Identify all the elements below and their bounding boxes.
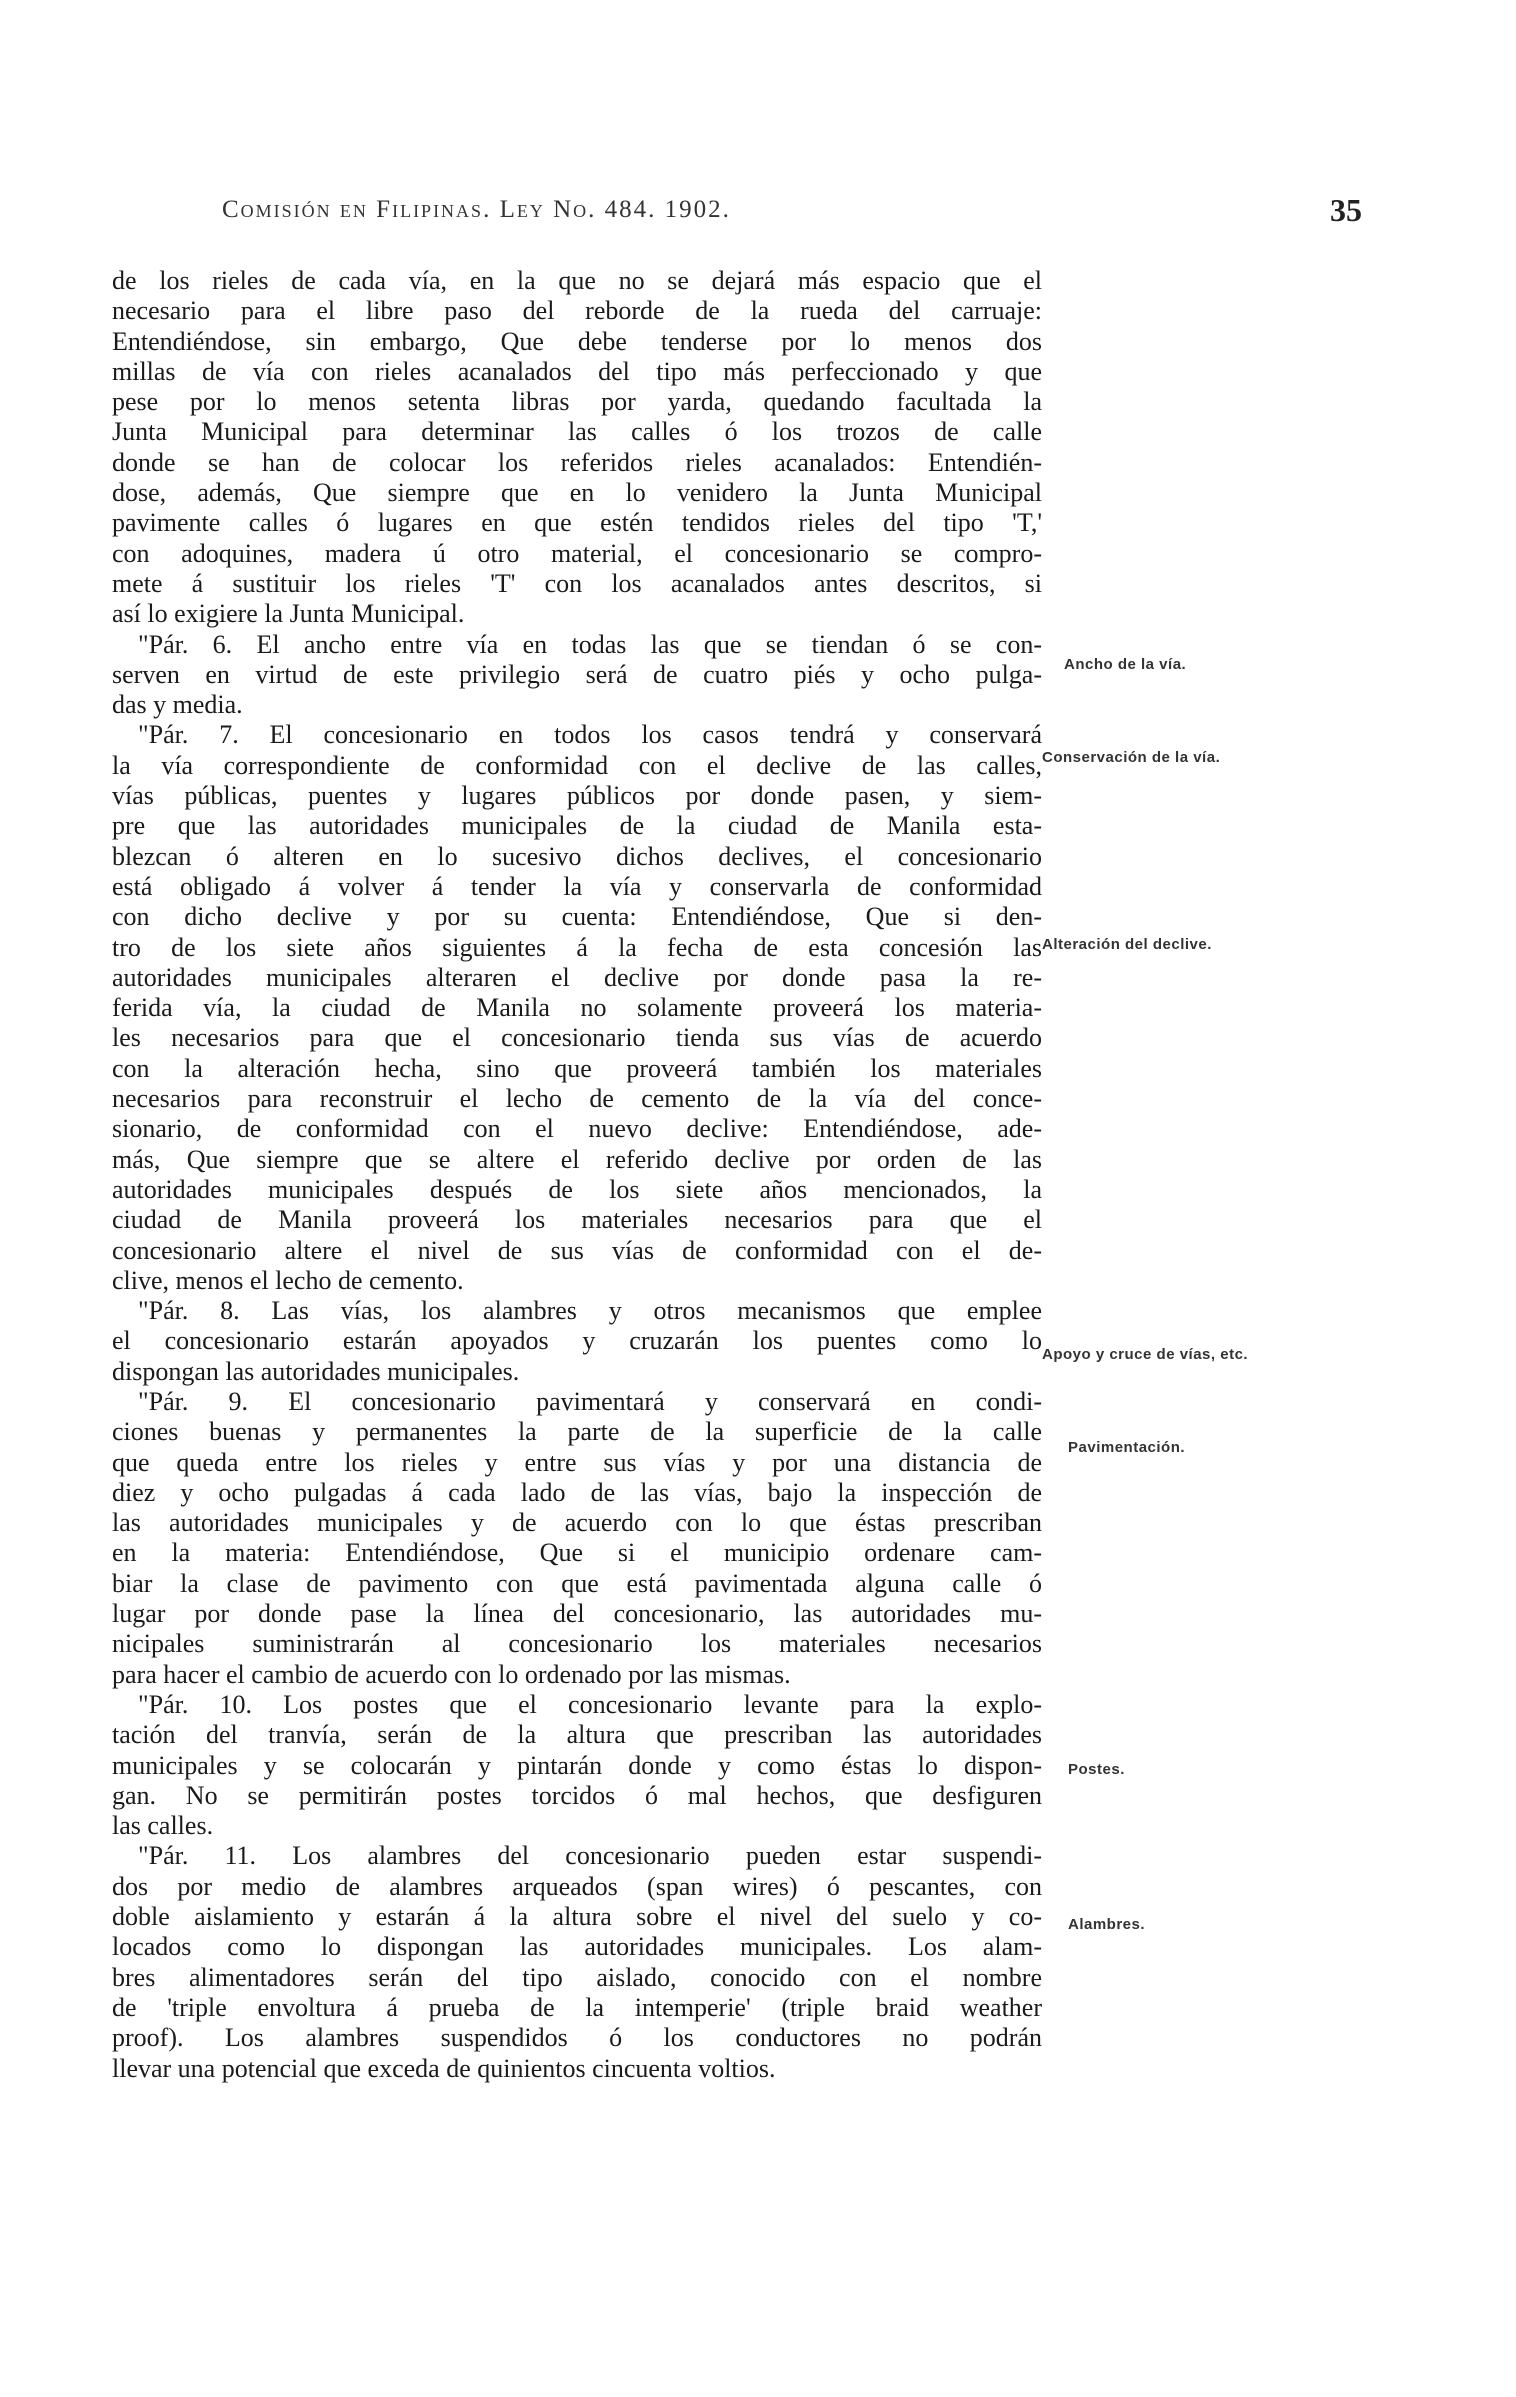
body-text [112,266,1042,2084]
text-line: concesionario altere el nivel de sus vías de conformidad con el de- [112,1235,1042,1265]
text-line: sionario, de conformidad con el nuevo declive: Entendiéndose, ade- [112,1114,1042,1144]
margin-note-apoyo: Apoyo y cruce de vías, etc. [1042,1346,1249,1363]
margin-note-pavimentacion: Pavimentación. [1068,1439,1186,1456]
paragraph-6-line: "Pár. 6. El ancho entre vía en todas las que se tiendan ó se con- [138,629,1042,659]
text-line: doble aislamiento y estarán á la altura sobre el nivel del suelo y co- [112,1902,1042,1932]
margin-note-ancho: Ancho de la vía. [1064,656,1187,673]
text-line: pese por lo menos setenta libras por yarda, quedando facultada la [112,387,1042,417]
text-line: dose, además, Que siempre que en lo venidero la Junta Municipal [112,478,1042,508]
margin-note-alteracion: Alteración del declive. [1042,936,1212,953]
text-line: clive, menos el lecho de cemento. [112,1265,464,1295]
text-line: pre que las autoridades municipales de la ciudad de Manila esta- [112,811,1042,841]
text-line: autoridades municipales después de los siete años mencionados, la [112,1174,1042,1204]
text-line: las calles. [112,1811,214,1841]
text-line: locados como lo dispongan las autoridades municipales. Los alam- [112,1932,1042,1962]
text-line: de los rieles de cada vía, en la que no se dejará más espacio que el [112,266,1042,295]
text-line: tación del tranvía, serán de la altura que prescriban las autoridades [112,1720,1042,1750]
paragraph-8-line: "Pár. 8. Las vías, los alambres y otros mecanismos que emplee [138,1296,1042,1326]
text-line: mete á sustituir los rieles 'T' con los acanalados antes descritos, si [112,568,1042,598]
text-line: donde se han de colocar los referidos rieles acanalados: Entendién- [112,447,1042,477]
running-head: Comisión en Filipinas. Ley No. 484. 1902. [222,196,731,223]
text-line: les necesarios para que el concesionario tienda sus vías de acuerdo [112,1023,1042,1053]
text-line: Junta Municipal para determinar las calles ó los trozos de calle [112,417,1042,447]
paragraph-11-line: "Pár. 11. Los alambres del concesionario pueden estar suspendi- [138,1841,1042,1871]
text-line: ferida vía, la ciudad de Manila no solamente proveerá los materia- [112,993,1042,1023]
text-line: blezcan ó alteren en lo sucesivo dichos declives, el concesionario [112,841,1042,871]
text-line: proof). Los alambres suspendidos ó los conductores no podrán [112,2023,1042,2053]
text-line: para hacer el cambio de acuerdo con lo ordenado por las mismas. [112,1659,791,1689]
text-line: nicipales suministrarán al concesionario los materiales necesarios [112,1629,1042,1659]
text-line: el concesionario estarán apoyados y cruzarán los puentes como lo [112,1326,1042,1356]
paragraph-10-line: "Pár. 10. Los postes que el concesionario levante para la explo- [138,1689,1042,1719]
text-line: las autoridades municipales y de acuerdo con lo que éstas prescriban [112,1508,1042,1538]
margin-note-alambres: Alambres. [1068,1916,1146,1933]
text-line: necesarios para reconstruir el lecho de cemento de la vía del conce- [112,1084,1042,1114]
text-line: la vía correspondiente de conformidad con el declive de las calles, [112,750,1042,780]
text-line: vías públicas, puentes y lugares públicos por donde pasen, y siem- [112,781,1042,811]
text-line: municipales y se colocarán y pintarán donde y como éstas lo dispon- [112,1750,1042,1780]
text-line: que queda entre los rieles y entre sus vías y por una distancia de [112,1447,1042,1477]
text-line: llevar una potencial que exceda de quinientos cincuenta voltios. [112,2053,776,2083]
page-number: 35 [1330,192,1362,228]
text-line: con adoquines, madera ú otro material, el concesionario se compro- [112,538,1042,568]
text-line: Entendiéndose, sin embargo, Que debe tenderse por lo menos dos [112,326,1042,356]
text-line: autoridades municipales alteraren el declive por donde pasa la re- [112,962,1042,992]
text-line: así lo exigiere la Junta Municipal. [112,599,465,629]
paragraph-7-line: "Pár. 7. El concesionario en todos los casos tendrá y conservará [138,720,1042,750]
margin-note-conservacion: Conservación de la vía. [1042,749,1221,766]
text-line: dos por medio de alambres arqueados (span wires) ó pescantes, con [112,1871,1042,1901]
text-line: diez y ocho pulgadas á cada lado de las vías, bajo la inspección de [112,1477,1042,1507]
text-line: lugar por donde pase la línea del concesionario, las autoridades mu- [112,1599,1042,1629]
text-line: pavimente calles ó lugares en que estén tendidos rieles del tipo 'T,' [112,508,1042,538]
text-line: biar la clase de pavimento con que está pavimentada alguna calle ó [112,1568,1042,1598]
text-line: tro de los siete años siguientes á la fecha de esta concesión las [112,932,1042,962]
text-line: está obligado á volver á tender la vía y conservarla de conformidad [112,871,1042,901]
text-line: con dicho declive y por su cuenta: Entendiéndose, Que si den- [112,902,1042,932]
text-line: necesario para el libre paso del reborde de la rueda del carruaje: [112,296,1042,326]
text-line: bres alimentadores serán del tipo aislado, conocido con el nombre [112,1962,1042,1992]
text-line: ciones buenas y permanentes la parte de la superficie de la calle [112,1417,1042,1447]
text-line: más, Que siempre que se altere el referido declive por orden de las [112,1144,1042,1174]
text-line: gan. No se permitirán postes torcidos ó mal hechos, que desfiguren [112,1780,1042,1810]
text-line: das y media. [112,690,243,720]
text-line: dispongan las autoridades municipales. [112,1356,520,1386]
text-line: ciudad de Manila proveerá los materiales necesarios para que el [112,1205,1042,1235]
paragraph-9-line: "Pár. 9. El concesionario pavimentará y conservará en condi- [138,1386,1042,1416]
text-line: millas de vía con rieles acanalados del tipo más perfeccionado y que [112,356,1042,386]
text-line: con la alteración hecha, sino que proveerá también los materiales [112,1053,1042,1083]
text-line: serven en virtud de este privilegio será de cuatro piés y ocho pulga- [112,659,1042,689]
text-line: en la materia: Entendiéndose, Que si el municipio ordenare cam- [112,1538,1042,1568]
text-line: de 'triple envoltura á prueba de la intemperie' (triple braid weather [112,1992,1042,2022]
margin-note-postes: Postes. [1068,1761,1125,1778]
